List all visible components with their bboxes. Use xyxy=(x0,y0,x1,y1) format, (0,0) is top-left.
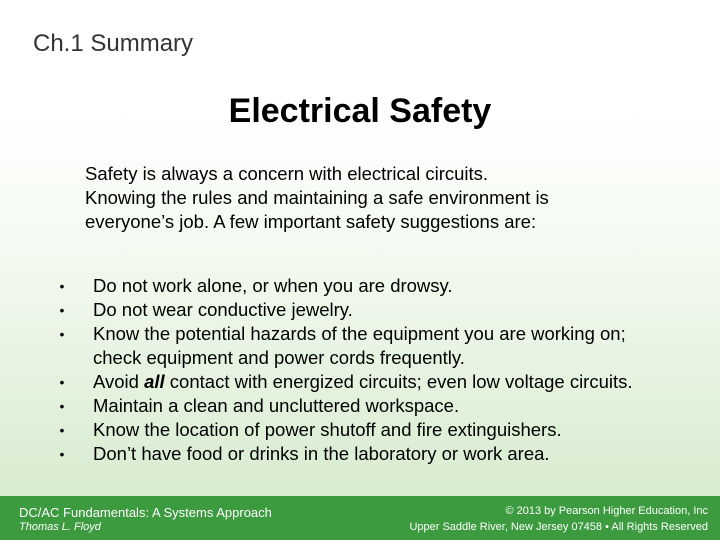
bullet-marker: • xyxy=(59,398,65,414)
copyright-notice: © 2013 by Pearson Higher Education, Inc xyxy=(505,505,708,517)
list-item xyxy=(55,394,705,418)
list-item xyxy=(55,442,705,466)
list-item xyxy=(55,370,705,394)
list-item-text: Maintain a clean and uncluttered workspace. xyxy=(93,395,460,416)
list-item-text xyxy=(93,370,705,394)
list-item xyxy=(55,418,705,442)
intro-paragraph xyxy=(85,162,685,234)
list-item xyxy=(55,274,705,298)
intro-line: Safety is always a concern with electrical circuits. xyxy=(85,163,489,184)
intro-line: everyone’s job. A few important safety suggestions are: xyxy=(85,211,537,232)
footer-bar xyxy=(0,496,720,540)
list-item xyxy=(55,298,705,322)
list-item-text: Do not work alone, or when you are drowsy. xyxy=(93,275,453,296)
safety-list xyxy=(55,274,705,466)
list-item-text: Know the potential hazards of the equipment you are working on; xyxy=(93,323,626,344)
slide-title: Electrical Safety xyxy=(228,92,492,130)
list-item-text-continued: check equipment and power cords frequently. xyxy=(93,347,465,368)
book-title: DC/AC Fundamentals: A Systems Approach xyxy=(19,505,272,520)
publisher-address: Upper Saddle River, New Jersey 07458 • All Rights Reserved xyxy=(409,521,708,533)
bullet-marker: • xyxy=(59,374,65,390)
chapter-label: Ch.1 Summary xyxy=(33,30,194,57)
intro-line: Knowing the rules and maintaining a safe environment is xyxy=(85,187,549,208)
emphasis-all: all xyxy=(144,371,165,392)
list-item-text-end: contact with energized circuits; even low voltage circuits. xyxy=(164,371,633,392)
bullet-marker: • xyxy=(59,422,65,438)
list-item-text: Do not wear conductive jewelry. xyxy=(93,299,353,320)
bullet-marker: • xyxy=(59,278,65,294)
list-item-text: Know the location of power shutoff and fire extinguishers. xyxy=(93,419,562,440)
bullet-marker: • xyxy=(59,302,65,318)
bullet-marker: • xyxy=(59,446,65,462)
list-item-text-start: Avoid xyxy=(93,371,145,392)
list-item-text: Don’t have food or drinks in the laboratory or work area. xyxy=(93,443,550,464)
list-item xyxy=(55,322,705,370)
bullet-marker: • xyxy=(59,326,65,342)
author-name: Thomas L. Floyd xyxy=(19,521,101,533)
